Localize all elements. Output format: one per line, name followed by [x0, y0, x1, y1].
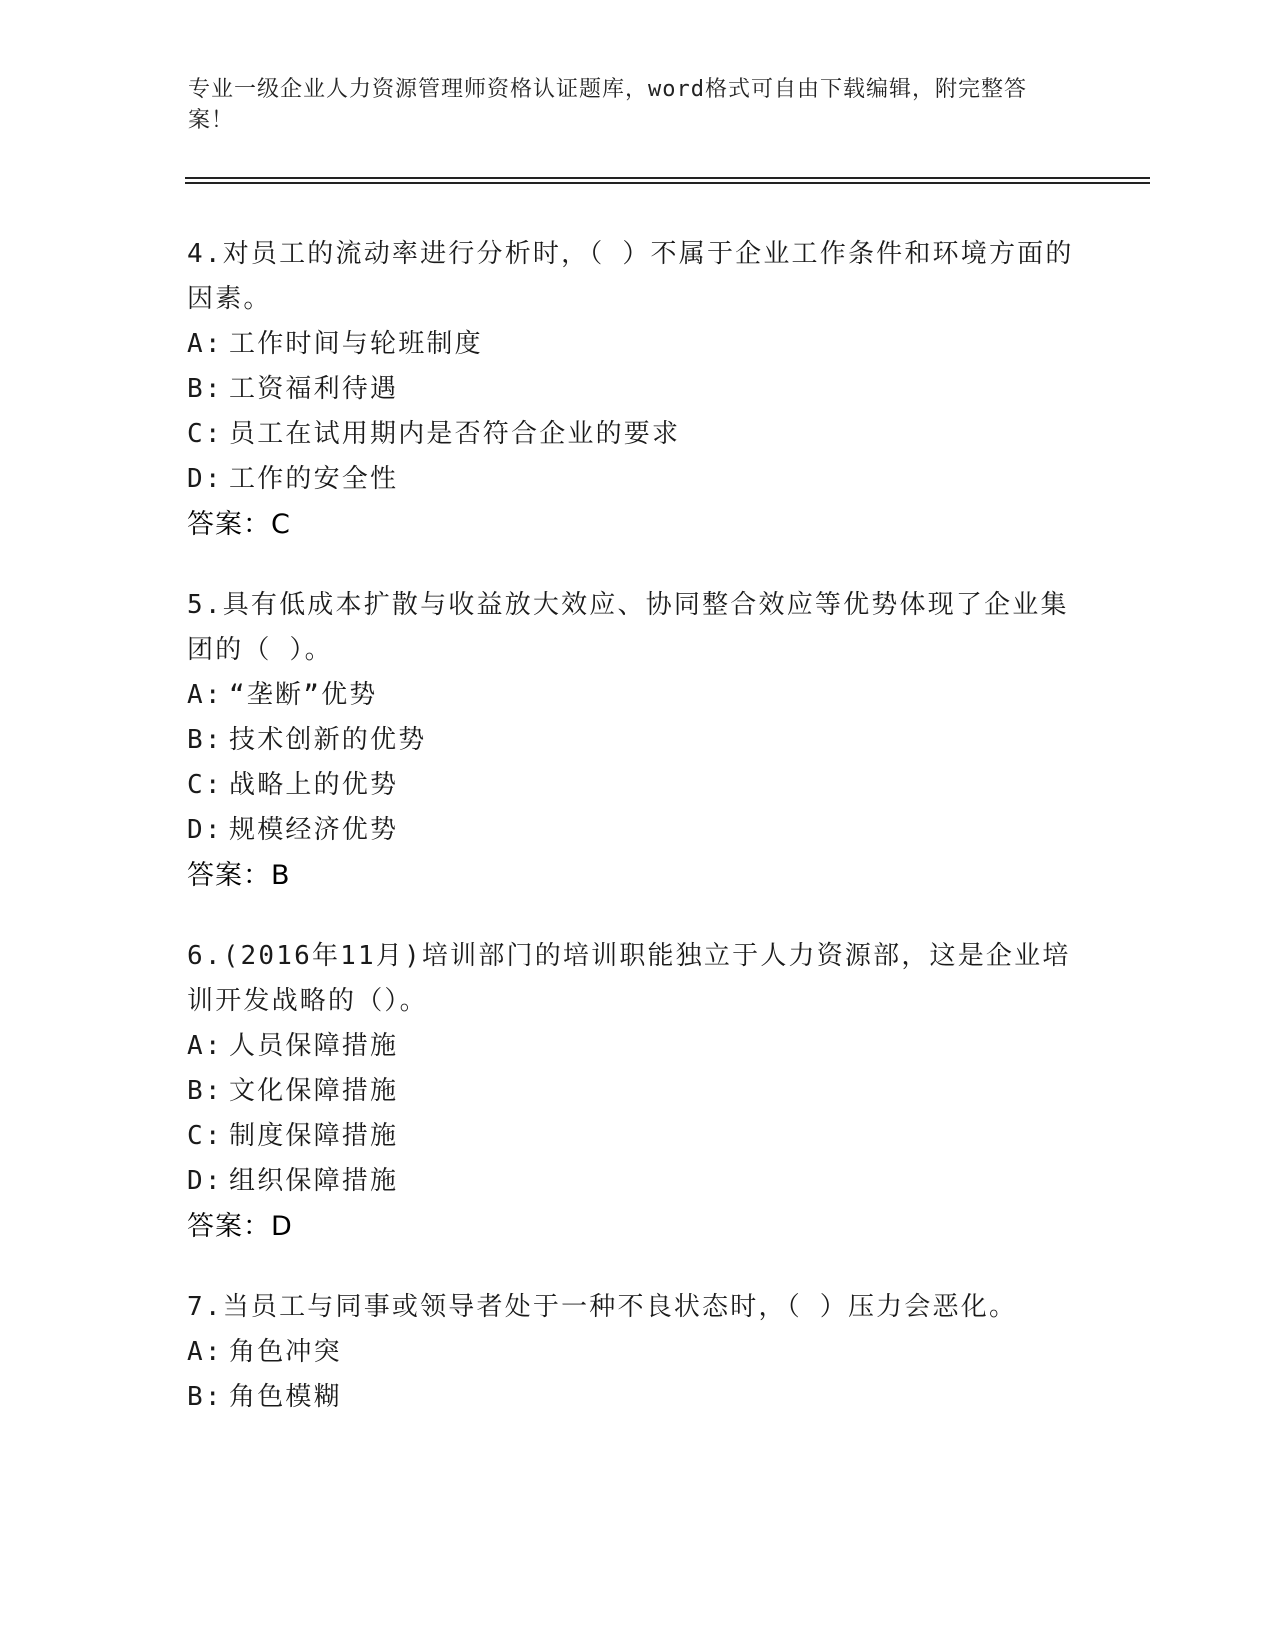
- question-stem: 5.具有低成本扩散与收益放大效应、协同整合效应等优势体现了企业集团的（ ）。: [187, 590, 1069, 665]
- option-text: 技术创新的优势: [229, 725, 427, 755]
- question-item: [187, 934, 1087, 1249]
- option-text: 角色模糊: [229, 1382, 342, 1412]
- option-d: [187, 1159, 1087, 1204]
- question-stem: 6.(2016年11月)培训部门的培训职能独立于人力资源部，这是企业培训开发战略的（）。: [187, 941, 1071, 1016]
- header-divider-top: [185, 177, 1150, 179]
- option-letter: D:: [187, 815, 223, 845]
- answer-line: 答案：B: [187, 860, 291, 891]
- option-letter: B:: [187, 725, 223, 755]
- option-letter: D:: [187, 464, 223, 494]
- option-text: 制度保障措施: [229, 1121, 399, 1151]
- option-a: [187, 322, 1087, 367]
- question-list: [187, 232, 1087, 1456]
- option-b: [187, 1069, 1087, 1114]
- option-text: 员工在试用期内是否符合企业的要求: [229, 419, 681, 449]
- option-letter: B:: [187, 1076, 223, 1106]
- option-b: [187, 718, 1087, 763]
- answer-line: 答案：D: [187, 1211, 293, 1242]
- option-c: [187, 763, 1087, 808]
- question-item: [187, 583, 1087, 898]
- option-b: [187, 367, 1087, 412]
- option-letter: A:: [187, 329, 223, 359]
- option-letter: C:: [187, 1121, 223, 1151]
- option-text: 文化保障措施: [229, 1076, 399, 1106]
- option-d: [187, 457, 1087, 502]
- option-b: [187, 1375, 1087, 1420]
- option-letter: B:: [187, 374, 223, 404]
- option-letter: C:: [187, 770, 223, 800]
- option-text: 工作的安全性: [229, 464, 399, 494]
- question-item: [187, 1285, 1087, 1420]
- question-item: [187, 232, 1087, 547]
- option-letter: A:: [187, 1337, 223, 1367]
- answer-line: 答案：C: [187, 509, 291, 540]
- document-header: 专业一级企业人力资源管理师资格认证题库，word格式可自由下载编辑，附完整答案！: [188, 77, 1027, 133]
- option-a: [187, 1330, 1087, 1375]
- option-a: [187, 673, 1087, 718]
- question-stem: 7.当员工与同事或领导者处于一种不良状态时，（ ）压力会恶化。: [187, 1292, 1018, 1322]
- option-letter: C:: [187, 419, 223, 449]
- option-c: [187, 412, 1087, 457]
- option-letter: B:: [187, 1382, 223, 1412]
- option-a: [187, 1024, 1087, 1069]
- option-text: 战略上的优势: [229, 770, 399, 800]
- option-text: 工作时间与轮班制度: [229, 329, 483, 359]
- option-c: [187, 1114, 1087, 1159]
- option-text: 角色冲突: [229, 1337, 342, 1367]
- header-divider-bottom: [185, 182, 1150, 184]
- option-letter: A:: [187, 680, 223, 710]
- option-d: [187, 808, 1087, 853]
- option-text: 工资福利待遇: [229, 374, 399, 404]
- question-stem: 4.对员工的流动率进行分析时，（ ）不属于企业工作条件和环境方面的因素。: [187, 239, 1074, 314]
- option-text: 规模经济优势: [229, 815, 399, 845]
- option-text: 组织保障措施: [229, 1166, 399, 1196]
- option-text: 人员保障措施: [229, 1031, 399, 1061]
- option-letter: A:: [187, 1031, 223, 1061]
- option-text: “垄断”优势: [229, 680, 378, 710]
- option-letter: D:: [187, 1166, 223, 1196]
